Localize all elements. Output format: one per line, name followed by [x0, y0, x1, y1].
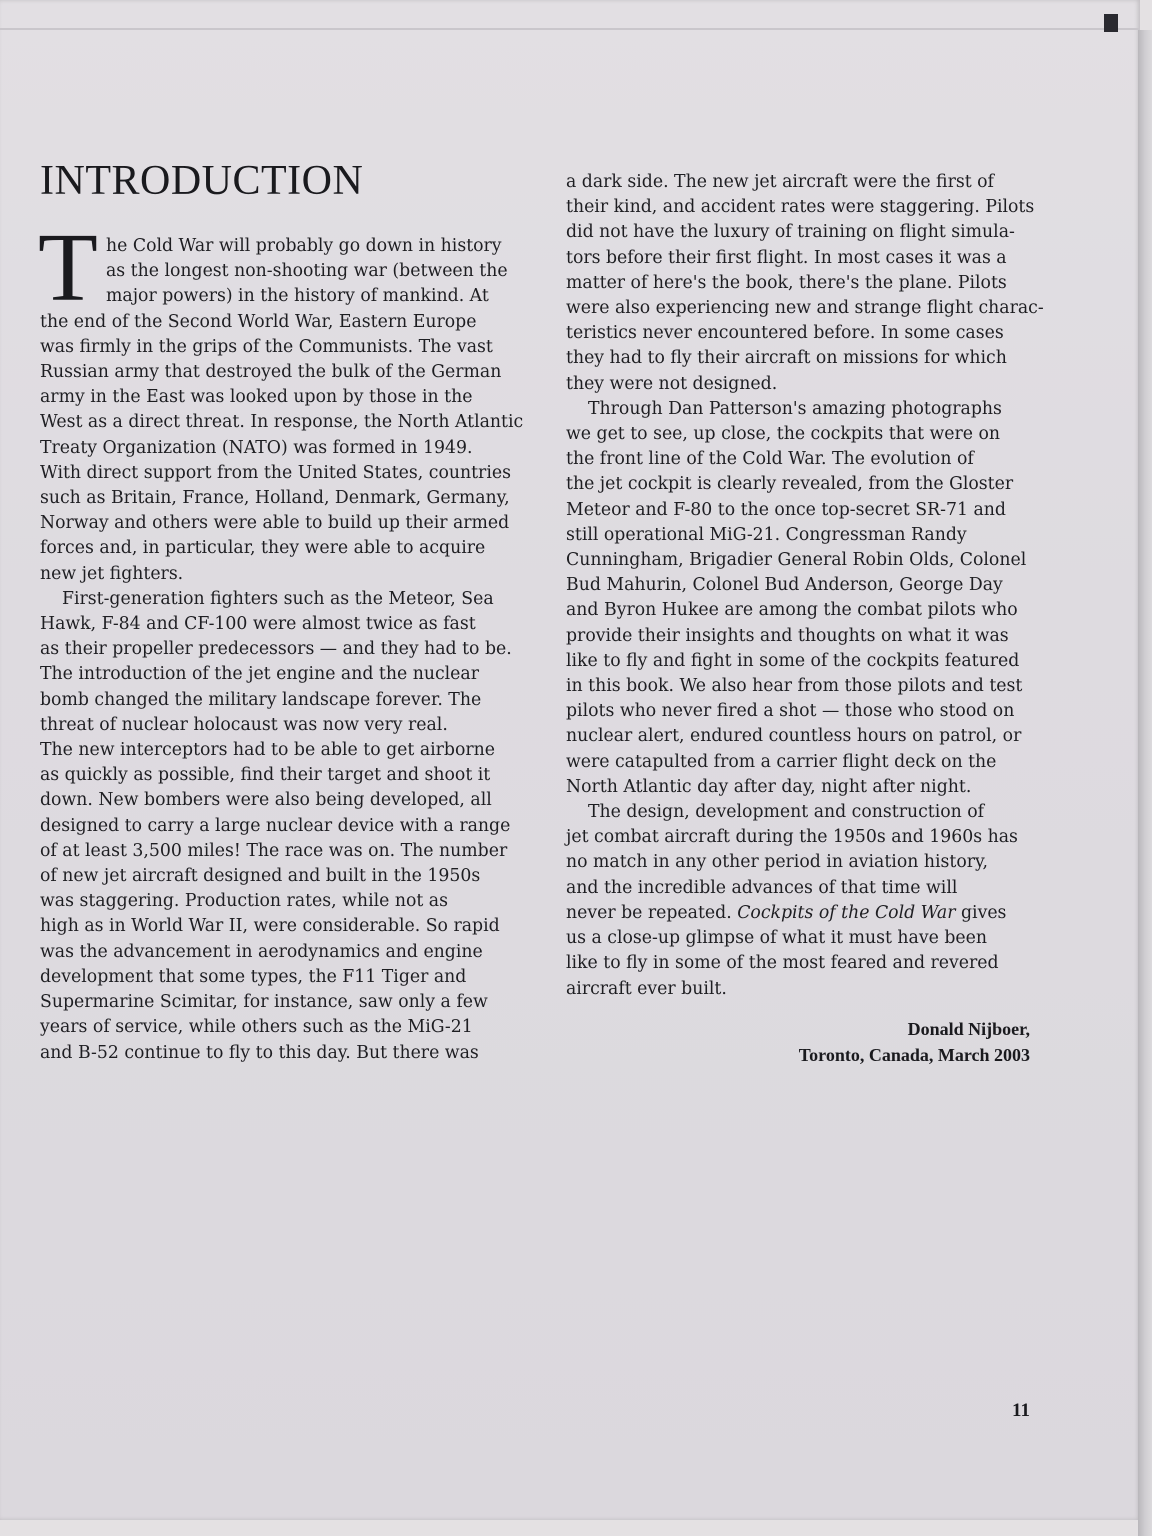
text-line: nuclear alert, endured countless hours on patrol, or	[566, 726, 1022, 747]
text-line: pilots who never fired a shot — those who stood on	[566, 701, 1015, 722]
left-column	[40, 234, 530, 1066]
text-line: major powers) in the history of mankind. At	[106, 286, 489, 307]
text-line: Hawk, F-84 and CF-100 were almost twice as fast	[40, 614, 476, 635]
bookmark-tab	[1104, 14, 1118, 32]
text-line: Through Dan Patterson's amazing photographs	[588, 398, 1002, 419]
text-line: high as in World War II, were considerable. So rapid	[40, 916, 500, 937]
text-line: designed to carry a large nuclear device with a range	[40, 815, 511, 836]
text-line: they had to fly their aircraft on missions for which	[566, 348, 1007, 369]
text-line: bomb changed the military landscape forever. The	[40, 689, 482, 710]
text-line: was firmly in the grips of the Communists. The vast	[40, 336, 493, 357]
text-line: Norway and others were able to build up their armed	[40, 513, 510, 534]
text-line: down. New bombers were also being developed, all	[40, 790, 492, 811]
text-line: a dark side. The new jet aircraft were the first of	[566, 172, 994, 192]
text-line: years of service, while others such as the MiG-21	[40, 1017, 473, 1038]
text-line: forces and, in particular, they were able to acquire	[40, 538, 486, 559]
text-line: like to fly and fight in some of the cockpits featured	[566, 650, 1020, 671]
text-line: provide their insights and thoughts on what it was	[566, 625, 1009, 646]
author-name: Donald Nijboer,	[907, 1019, 1030, 1039]
text-line: new jet fighters.	[40, 563, 184, 584]
text-line: was staggering. Production rates, while not as	[40, 891, 448, 912]
text-line: teristics never encountered before. In some cases	[566, 323, 1004, 344]
text-line: were catapulted from a carrier flight deck on the	[566, 751, 997, 772]
text-line: us a close-up glimpse of what it must have been	[566, 928, 987, 949]
text-line: as quickly as possible, find their target and shoot it	[40, 765, 491, 786]
text-line: and Byron Hukee are among the combat pilots who	[566, 600, 1018, 621]
text-line: were also experiencing new and strange flight charac-	[566, 298, 1044, 319]
text-line: and the incredible advances of that time will	[566, 877, 958, 898]
text-line: as their propeller predecessors — and they had to be.	[40, 639, 512, 660]
text-line: such as Britain, France, Holland, Denmark, Germany,	[40, 488, 510, 509]
right-column	[566, 170, 1044, 1002]
text-line: jet combat aircraft during the 1950s and 1960s has	[566, 827, 1018, 848]
text-line: the front line of the Cold War. The evolution of	[566, 449, 974, 470]
text-line: First-generation fighters such as the Meteor, Sea	[62, 588, 494, 609]
text-line: like to fly in some of the most feared and revered	[566, 953, 999, 974]
text-line: did not have the luxury of training on flight simula-	[566, 222, 1015, 243]
drop-cap: T	[38, 214, 98, 322]
text-line: in this book. We also hear from those pilots and test	[566, 676, 1023, 697]
author-place-date: Toronto, Canada, March 2003	[798, 1045, 1030, 1065]
text-line: we get to see, up close, the cockpits that were on	[566, 424, 1001, 445]
text-line: the jet cockpit is clearly revealed, from the Gloster	[566, 474, 1014, 495]
book-title-italic: Cockpits of the Cold War	[737, 902, 956, 923]
text-line: they were not designed.	[566, 373, 778, 394]
text-line: Cunningham, Brigadier General Robin Olds, Colonel	[566, 550, 1027, 571]
text-line: North Atlantic day after day, night after night.	[566, 776, 972, 797]
text-line: aircraft ever built.	[566, 978, 727, 999]
text-line: no match in any other period in aviation history,	[566, 852, 988, 873]
text-line: threat of nuclear holocaust was now very real.	[40, 714, 448, 735]
page-number: 11	[1012, 1400, 1030, 1421]
text-line: Supermarine Scimitar, for instance, saw only a few	[40, 992, 488, 1013]
text-line: Bud Mahurin, Colonel Bud Anderson, George Day	[566, 575, 1003, 596]
author-signature	[799, 1016, 1030, 1068]
text-line: development that some types, the F11 Tiger and	[40, 966, 467, 987]
text-line: as the longest non-shooting war (between the	[106, 261, 508, 282]
text-segment: gives	[955, 902, 1007, 923]
text-line: Treaty Organization (NATO) was formed in 1949.	[40, 437, 473, 458]
text-line: of at least 3,500 miles! The race was on. The number	[40, 840, 508, 861]
text-line: tors before their first flight. In most cases it was a	[566, 247, 1007, 268]
text-line: was the advancement in aerodynamics and engine	[40, 941, 483, 962]
text-line: the end of the Second World War, Eastern Europe	[40, 311, 477, 332]
text-line: The new interceptors had to be able to get airborne	[40, 740, 496, 761]
page-edge	[1138, 30, 1152, 1536]
text-segment: never be repeated.	[566, 902, 738, 923]
text-line: of new jet aircraft designed and built in the 1950s	[40, 866, 481, 887]
text-line: he Cold War will probably go down in history	[106, 236, 502, 256]
text-line: The introduction of the jet engine and the nuclear	[40, 664, 479, 685]
text-line: The design, development and construction of	[588, 802, 985, 823]
text-line: With direct support from the United States, countries	[40, 462, 511, 483]
page-title: INTRODUCTION	[40, 158, 364, 204]
text-line	[566, 901, 1041, 926]
text-line: and B-52 continue to fly to this day. But there was	[40, 1042, 479, 1063]
text-line: Russian army that destroyed the bulk of the German	[40, 362, 502, 383]
text-line: their kind, and accident rates were staggering. Pilots	[566, 197, 1035, 218]
text-line: army in the East was looked upon by those in the	[40, 387, 473, 408]
text-line: still operational MiG-21. Congressman Randy	[566, 524, 967, 545]
text-line: West as a direct threat. In response, the North Atlantic	[40, 412, 524, 433]
text-line: Meteor and F-80 to the once top-secret SR-71 and	[566, 499, 1006, 520]
top-rule	[0, 28, 1140, 30]
text-line: matter of here's the book, there's the plane. Pilots	[566, 272, 1007, 293]
